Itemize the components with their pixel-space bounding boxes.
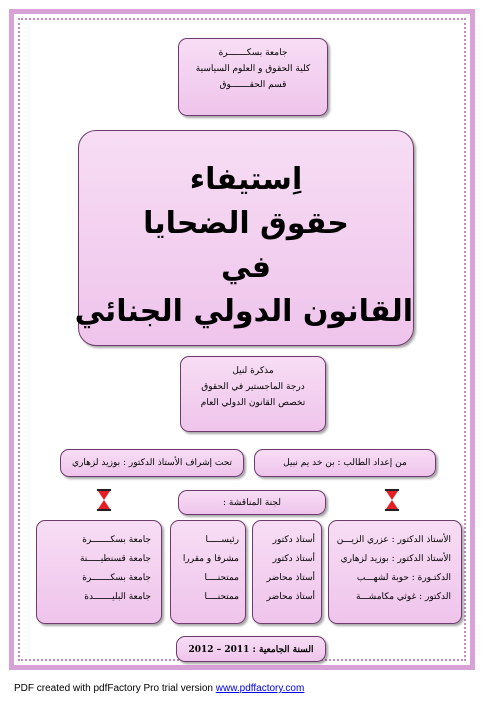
faculty-name: كلية الحقوق و العلوم السياسية xyxy=(195,64,311,74)
thesis-line-3: تخصص القانون الدولي العام xyxy=(200,398,306,408)
university-name: جامعة بسكـــــــرة xyxy=(218,48,288,58)
academic-year: السنة الجامعية : 2011 – 2012 xyxy=(188,645,314,655)
academic-year-box xyxy=(176,636,326,662)
member-role: ممتحنــــا xyxy=(204,573,239,583)
member-role: رئيســـــا xyxy=(205,535,239,545)
thesis-line-2: درجة الماجستير في الحقوق xyxy=(201,382,305,392)
member-name: الدكتـورة : حوبة لشهـــب xyxy=(356,573,451,583)
member-name: الأستاذ الدكتور : بوزيد لزهاري xyxy=(340,554,451,564)
member-title: أستاذ محاضر xyxy=(266,573,315,583)
student-text: من إعداد الطالب : بن خد يم نبيل xyxy=(283,458,407,468)
committee-box xyxy=(178,490,326,515)
members-roles-box xyxy=(170,520,246,624)
members-names-box xyxy=(328,520,462,624)
member-university: جامعة البليـــــــدة xyxy=(84,592,151,602)
members-titles-box xyxy=(252,520,322,624)
supervisor-box xyxy=(60,449,244,477)
thesis-box xyxy=(180,356,326,432)
footer-link[interactable]: www.pdffactory.com xyxy=(215,683,305,694)
title-box xyxy=(74,130,414,346)
member-title: أستاذ دكتور xyxy=(272,554,315,564)
committee-label: لجنة المناقشة : xyxy=(223,498,281,508)
member-name: الدكتور : غوثي مكامشـــة xyxy=(355,592,451,602)
members-universities-box xyxy=(36,520,162,624)
hourglass-icon xyxy=(385,489,399,511)
member-title: أستاذ محاضر xyxy=(266,592,315,602)
student-box xyxy=(254,449,436,477)
department-name: قسم الحقـــــــوق xyxy=(219,80,287,90)
thesis-line-1: مذكرة لنيل xyxy=(232,366,274,376)
pdf-footer xyxy=(14,683,304,694)
member-name: الأستاذ الدكتور : عزري الزيـــن xyxy=(336,535,451,545)
supervisor-text: تحت إشراف الأستاذ الدكتور : بوزيد لزهاري xyxy=(71,458,233,468)
title-line-1: اِستيفاء xyxy=(189,162,303,197)
title-line-3: في xyxy=(221,250,271,285)
title-line-4: القانون الدولي الجنائي xyxy=(74,294,413,329)
hourglass-icon xyxy=(97,489,111,511)
university-box xyxy=(178,38,328,116)
footer-text: PDF created with pdfFactory Pro trial version xyxy=(14,683,216,694)
member-university: جامعة بسكـــــــرة xyxy=(82,573,151,583)
member-university: جامعة بسكـــــــرة xyxy=(82,535,151,545)
member-role: ممتحنــــا xyxy=(204,592,239,602)
member-role: مشرفا و مقررا xyxy=(182,554,239,564)
member-title: أستاذ دكتور xyxy=(272,535,315,545)
title-line-2: حقوق الضحايا xyxy=(143,206,349,241)
member-university: جامعة قسنطيـــــنة xyxy=(79,554,151,564)
